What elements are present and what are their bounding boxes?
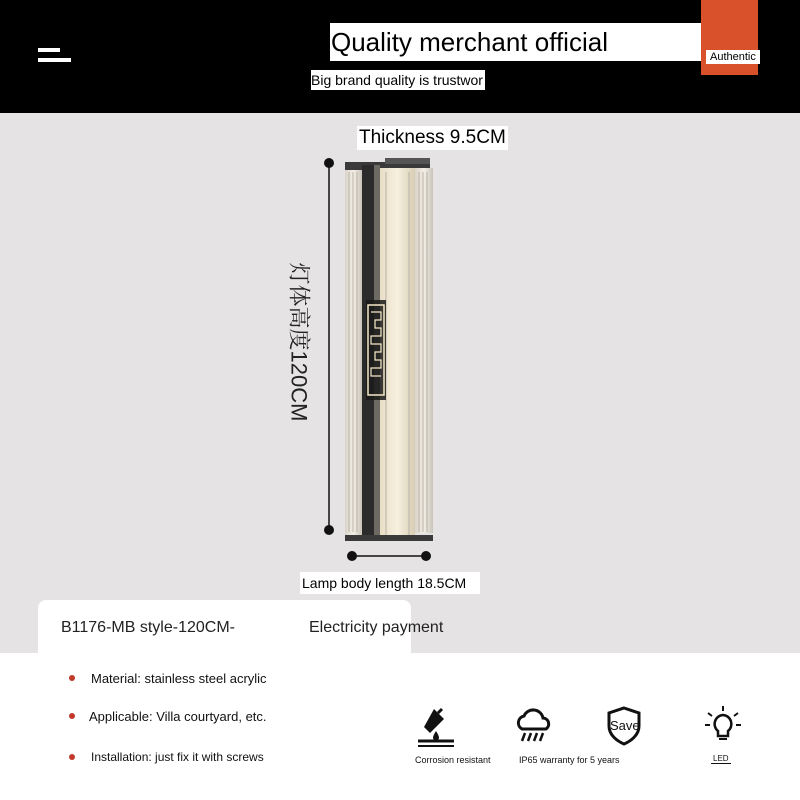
feature-material: Material: stainless steel acrylic xyxy=(91,671,267,686)
ip65-label: IP65 warranty for 5 years xyxy=(519,755,620,765)
lamp-decor-pattern xyxy=(366,300,386,400)
height-label: 灯体高度120CM xyxy=(286,262,312,422)
price-label: Electricity payment xyxy=(309,619,444,636)
lamp-bottom-cap xyxy=(345,535,433,541)
lightbulb-icon xyxy=(704,705,742,745)
corrosion-icon xyxy=(414,705,458,749)
page-title: Quality merchant official xyxy=(331,27,608,57)
height-dimension-line xyxy=(324,158,334,535)
feature-installation: Installation: just fix it with screws xyxy=(91,750,264,764)
rain-cloud-icon xyxy=(514,707,554,745)
feature-applicable: Applicable: Villa courtyard, etc. xyxy=(89,709,267,724)
header-subtitle: Big brand quality is trustwor xyxy=(311,70,485,90)
led-label: LED xyxy=(713,754,729,763)
bullet-icon xyxy=(69,713,75,719)
lamp-right-panel xyxy=(415,168,433,533)
model-label: B1176-MB style-120CM- xyxy=(61,619,235,636)
bullet-icon xyxy=(69,675,75,681)
save-label: Save xyxy=(610,718,640,733)
corrosion-label: Corrosion resistant xyxy=(415,755,491,765)
bullet-icon xyxy=(69,754,75,760)
authentic-badge-label: Authentic xyxy=(706,50,760,64)
length-dimension-line xyxy=(347,551,431,561)
thickness-label: Thickness 9.5CM xyxy=(359,127,506,148)
length-label: Lamp body length 18.5CM xyxy=(300,572,480,594)
